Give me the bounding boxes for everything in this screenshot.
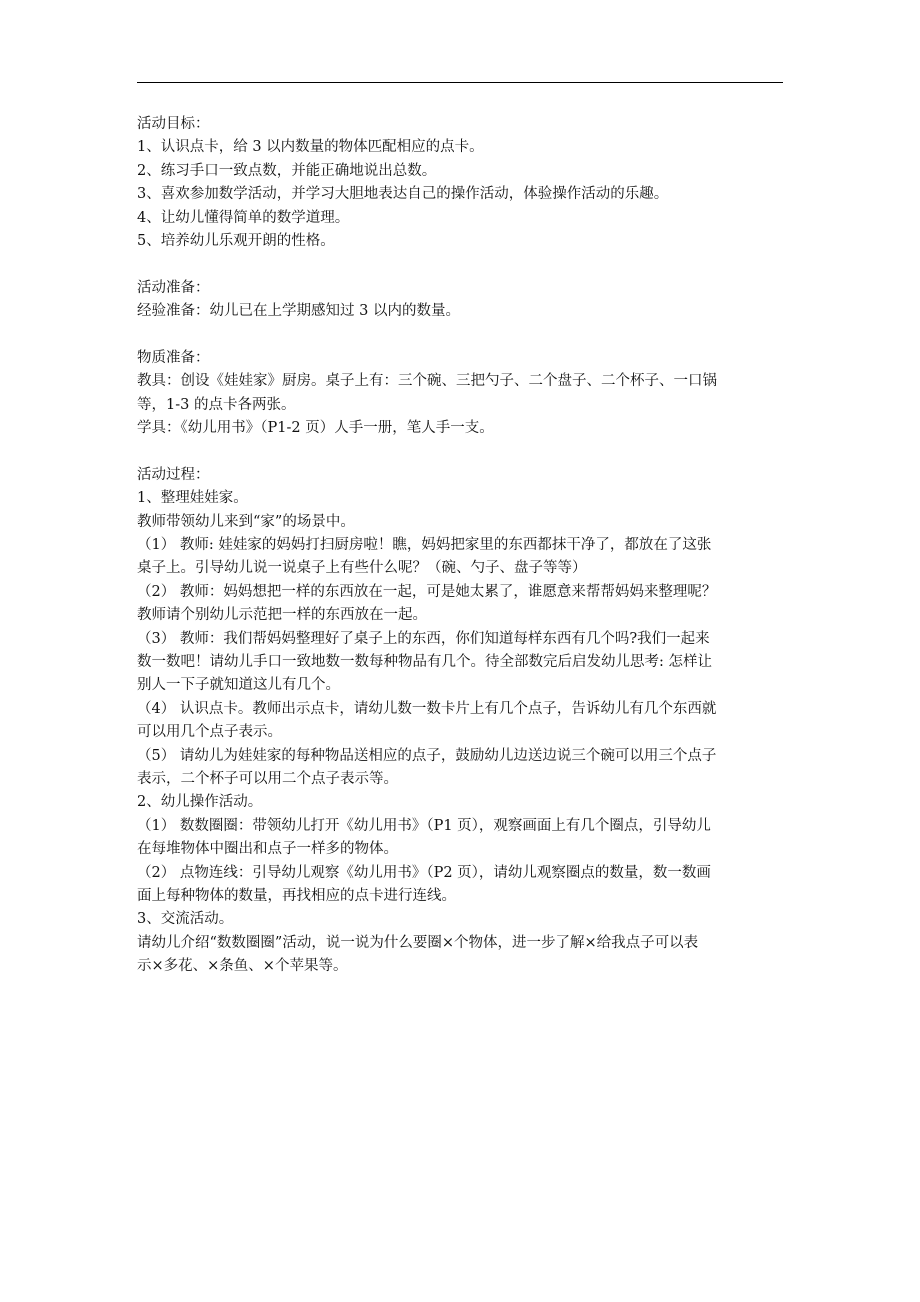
document-body — [137, 113, 787, 978]
goal-item: 4、让幼儿懂得简单的数学道理。 — [137, 209, 350, 226]
process-line: 在每堆物体中圈出和点子一样多的物体。 — [137, 841, 398, 858]
process-line: 示×多花、×条鱼、×个苹果等。 — [137, 958, 348, 975]
process-step-1: 1、整理娃娃家。 — [137, 490, 248, 507]
header-rule — [137, 82, 783, 83]
goal-item: 5、培养幼儿乐观开朗的性格。 — [137, 232, 335, 249]
process-line: 面上每种物体的数量，再找相应的点卡进行连线。 — [137, 887, 456, 904]
section-gap — [137, 440, 787, 463]
process-line: （3） 教师：我们帮妈妈整理好了桌子上的东西，你们知道每样东西有几个吗?我们一起来 — [137, 630, 710, 647]
process-line: （1） 教师: 娃娃家的妈妈打扫厨房啦！瞧，妈妈把家里的东西都抹干净了，都放在了这张 — [137, 537, 712, 554]
teacher-materials-cont: 等，1-3 的点卡各两张。 — [137, 396, 296, 413]
process-line: 教师带领幼儿来到“家”的场景中。 — [137, 513, 355, 530]
materials-heading: 物质准备： — [137, 349, 210, 366]
process-line: 请幼儿介绍“数数圈圈”活动，说一说为什么要圈×个物体，进一步了解×给我点子可以表 — [137, 934, 699, 951]
section-gap — [137, 324, 787, 347]
process-line: 桌子上。引导幼儿说一说桌子上有些什么呢？（碗、勺子、盘子等等） — [137, 560, 587, 577]
process-step-2: 2、幼儿操作活动。 — [137, 794, 263, 811]
process-line: 别人一下子就知道这儿有几个。 — [137, 677, 340, 694]
process-step-3: 3、交流活动。 — [137, 911, 234, 928]
student-materials: 学具：《幼儿用书》（P1-2 页）人手一册，笔人手一支。 — [137, 420, 494, 437]
process-line: 表示，二个杯子可以用二个点子表示等。 — [137, 770, 398, 787]
goal-item: 3、喜欢参加数学活动，并学习大胆地表达自己的操作活动，体验操作活动的乐趣。 — [137, 186, 669, 203]
process-line: 教师请个别幼儿示范把一样的东西放在一起。 — [137, 607, 427, 624]
process-line: （4） 认识点卡。教师出示点卡，请幼儿数一数卡片上有几个点子，告诉幼儿有几个东西就 — [137, 700, 717, 717]
section-gap — [137, 253, 787, 276]
process-line: （5） 请幼儿为娃娃家的每种物品送相应的点子，鼓励幼儿边送边说三个碗可以用三个点子 — [137, 747, 717, 764]
process-line: 数一数吧！请幼儿手口一致地数一数每种物品有几个。待全部数完后启发幼儿思考: 怎样让 — [137, 653, 712, 670]
goal-item: 1、认识点卡，给 3 以内数量的物体匹配相应的点卡。 — [137, 139, 484, 156]
experience-prep: 经验准备：幼儿已在上学期感知过 3 以内的数量。 — [137, 303, 460, 320]
teacher-materials: 教具：创设《娃娃家》厨房。桌子上有：三个碗、三把勺子、二个盘子、二个杯子、一口锅 — [137, 373, 717, 390]
process-line: （2） 教师：妈妈想把一样的东西放在一起，可是她太累了，谁愿意来帮帮妈妈来整理呢？ — [137, 583, 717, 600]
goals-heading: 活动目标： — [137, 116, 210, 132]
process-line: 可以用几个点子表示。 — [137, 724, 282, 741]
process-line: （1） 数数圈圈：带领幼儿打开《幼儿用书》（P1 页），观察画面上有几个圈点，引导幼儿 — [137, 817, 711, 834]
process-line: （2） 点物连线：引导幼儿观察《幼儿用书》（P2 页），请幼儿观察圈点的数量，数一数画 — [137, 864, 711, 881]
prep-heading: 活动准备： — [137, 279, 210, 296]
goal-item: 2、练习手口一致点数，并能正确地说出总数。 — [137, 162, 437, 179]
process-heading: 活动过程： — [137, 466, 210, 483]
